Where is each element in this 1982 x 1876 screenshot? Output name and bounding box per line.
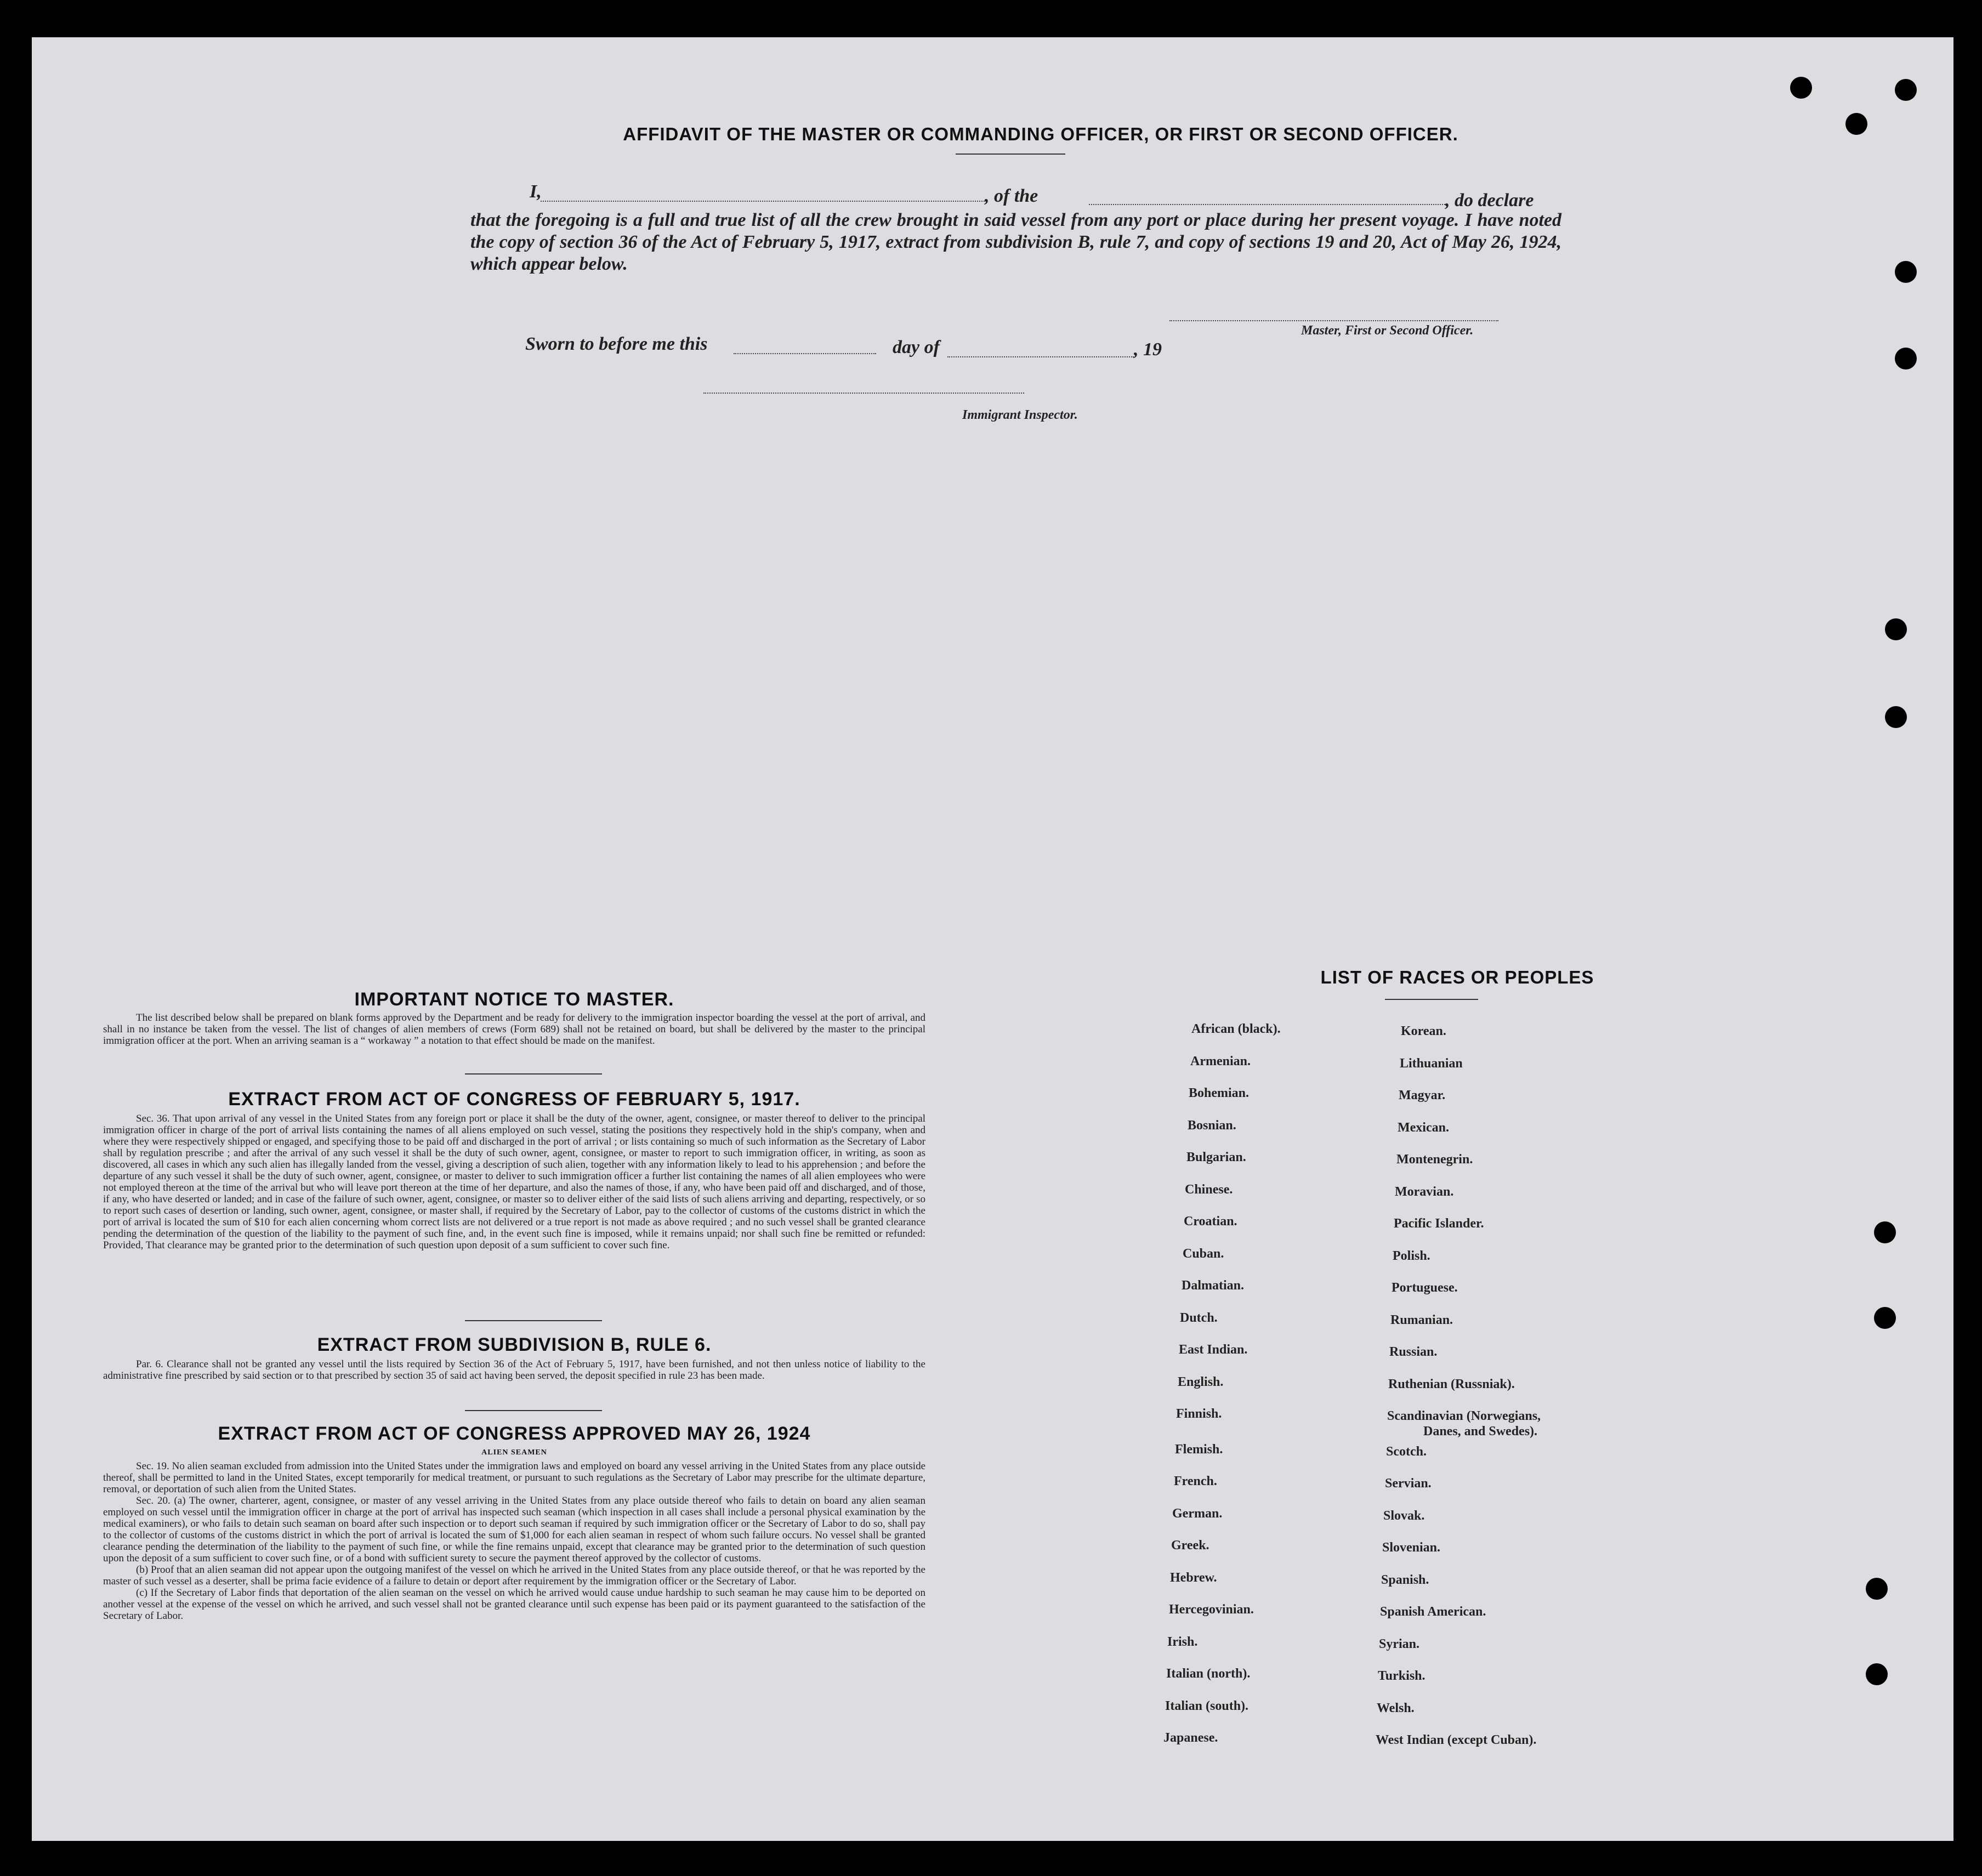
- race-item: Ruthenian (Russniak).: [1388, 1377, 1515, 1391]
- race-item: Dalmatian.: [1182, 1278, 1244, 1293]
- sec20c-text: (c) If the Secretary of Labor finds that deportation of the alien seaman on the vessel on which he arrived would cause undue hardship to such seaman he may cause him to be deported on another vessel at the expense of the vessel on which he arrived, and such vessel shall not be granted clearance until such expense has been paid or its payment guaranteed to the satisfaction of the Secretary of Labor.: [103, 1587, 925, 1622]
- races-title: LIST OF RACES OR PEOPLES: [1320, 967, 1594, 987]
- extract-rule6-body: Par. 6. Clearance shall not be granted any vessel until the lists required by Section 36 of the Act of February 5, 1917, have been furnished, and not then unless notice of liability to the administrative fine prescribed by said section or to that prescribed by section 35 of said act having been served, the deposit specified in rule 23 has been made.: [103, 1358, 925, 1382]
- race-item: Italian (north).: [1166, 1667, 1251, 1681]
- punch-hole: [1790, 77, 1812, 99]
- race-item-continuation: Danes, and Swedes).: [1423, 1424, 1538, 1439]
- race-item: Italian (south).: [1165, 1699, 1249, 1713]
- punch-hole: [1866, 1578, 1888, 1600]
- race-item: Bohemian.: [1189, 1086, 1250, 1100]
- race-item: Korean.: [1401, 1024, 1446, 1038]
- punch-hole: [1874, 1221, 1896, 1243]
- race-item: Japanese.: [1163, 1731, 1218, 1745]
- race-item: Spanish.: [1381, 1573, 1429, 1587]
- race-item: Flemish.: [1175, 1442, 1223, 1457]
- sworn-month-field[interactable]: [947, 356, 1134, 357]
- race-item: Syrian.: [1379, 1637, 1420, 1651]
- race-item: Mexican.: [1398, 1121, 1449, 1135]
- sec20b-text: (b) Proof that an alien seaman did not appear upon the outgoing manifest of the vessel on which he arrived in the United States from any place outside thereof, or that he was reported by the master of such vessel as a deserter, shall be prima facie evidence of a failure to detain or deport after requirement by the immigration officer or the Secretary of Labor.: [103, 1564, 925, 1587]
- sworn-label: Sworn to before me this: [525, 334, 708, 354]
- sec20a-text: Sec. 20. (a) The owner, charterer, agent, consignee, or master of any vessel arriving in the United States from any place outside thereof who fails to detain on board any alien seaman employed on such vessel until the immigration officer in charge at the port of arrival has inspected such seaman (which inspection in all cases shall include a personal physical examination by the medical examiners), or who fails to detain such seaman on board after such inspection or to deport such seaman if required by such immigration officer or the Secretary of Labor to do so, shall pay to the collector of customs of the customs district in which the port of arrival is located the sum of $1,000 for each alien seaman in respect of whom such failure occurs. No vessel shall be granted clearance pending the determination of the liability to the payment of such fine, or while the fine remains unpaid, except that clearance may be granted prior to the determination of such question upon the deposit of a sum sufficient to cover such fine, or of a bond with sufficient surety to secure the payment thereof approved by the collector of customs.: [103, 1495, 925, 1564]
- form-page: [32, 37, 1953, 1841]
- notice-body: The list described below shall be prepared on blank forms approved by the Department and be ready for delivery to the immigration inspector boarding the vessel at the port of arrival, and shall in no instance be taken from the vessel. The list of changes of alien members of crews (Form 689) shall not be retained on board, but shall be delivered by the master to the principal immigration officer at the port. When an arriving seaman is a “ workaway ” a notation to that effect should be made on the manifest.: [103, 1012, 925, 1047]
- race-item: Slovak.: [1383, 1509, 1425, 1523]
- extract-rule6-title: EXTRACT FROM SUBDIVISION B, RULE 6.: [317, 1334, 712, 1355]
- race-item: East Indian.: [1179, 1343, 1248, 1357]
- race-item: Pacific Islander.: [1394, 1216, 1484, 1231]
- punch-hole: [1885, 706, 1907, 728]
- race-item: Hercegovinian.: [1169, 1602, 1254, 1617]
- year-label: , 19: [1134, 339, 1162, 360]
- race-item: German.: [1172, 1507, 1223, 1521]
- races-title-rule: [1385, 999, 1478, 1000]
- vessel-name-field[interactable]: [1089, 204, 1445, 205]
- affidavit-title-rule: [956, 154, 1065, 155]
- race-item: Magyar.: [1399, 1088, 1446, 1102]
- race-item: Portuguese.: [1392, 1281, 1458, 1295]
- race-item: Dutch.: [1180, 1311, 1218, 1325]
- race-item: Bosnian.: [1188, 1118, 1236, 1133]
- i-label: I,: [530, 181, 542, 202]
- affidavit-statement: that the foregoing is a full and true list of all the crew brought in said vessel from any port or place during her present voyage. I have noted the copy of section 36 of the Act of February 5, 1917, extract from subdivision B, rule 7, and copy of sections 19 and 20, Act of May 26, 1924, which appear below.: [470, 210, 1561, 274]
- race-item: Rumanian.: [1390, 1313, 1453, 1327]
- punch-hole: [1895, 79, 1917, 101]
- race-item: French.: [1174, 1474, 1217, 1488]
- affidavit-title: AFFIDAVIT OF THE MASTER OR COMMANDING OFFICER, OR FIRST OR SECOND OFFICER.: [623, 124, 1458, 144]
- race-item: Russian.: [1389, 1345, 1438, 1359]
- punch-hole: [1845, 113, 1867, 135]
- race-item: Slovenian.: [1382, 1540, 1441, 1555]
- race-item: Bulgarian.: [1186, 1150, 1246, 1164]
- race-item: Turkish.: [1378, 1669, 1426, 1683]
- notice-rule: [465, 1073, 602, 1075]
- race-item: Cuban.: [1183, 1247, 1224, 1261]
- punch-hole: [1895, 348, 1917, 369]
- punch-hole: [1874, 1307, 1896, 1329]
- race-item: Greek.: [1171, 1538, 1209, 1553]
- race-item: Montenegrin.: [1396, 1152, 1473, 1167]
- race-item: Armenian.: [1190, 1054, 1251, 1068]
- race-item: Hebrew.: [1170, 1571, 1217, 1585]
- inspector-caption: Immigrant Inspector.: [962, 408, 1078, 422]
- race-item: West Indian (except Cuban).: [1376, 1733, 1537, 1747]
- race-item: Scotch.: [1386, 1445, 1427, 1459]
- race-item: Croatian.: [1184, 1214, 1237, 1229]
- race-item: English.: [1178, 1375, 1224, 1389]
- race-item: Polish.: [1393, 1249, 1430, 1263]
- race-item: Scandinavian (Norwegians,: [1387, 1409, 1541, 1423]
- punch-hole: [1885, 618, 1907, 640]
- sworn-day-field[interactable]: [734, 353, 876, 354]
- sec19-text: Sec. 19. No alien seaman excluded from admission into the United States under the immigration laws and employed on board any vessel arriving in the United States from any place outside thereof, shall be permitted to land in the United States, except temporarily for medical treatment, or pursuant to such regulations as the Secretary of Labor may prescribe for the ultimate departure, removal, or deportation of such alien from the United States.: [103, 1460, 925, 1495]
- extract-1924-body: [103, 1460, 925, 1622]
- inspector-signature-field[interactable]: [703, 393, 1024, 394]
- of-the-label: , of the: [985, 186, 1038, 206]
- day-of-label: day of: [893, 337, 940, 357]
- race-item: African (black).: [1191, 1022, 1281, 1036]
- extract-1924-title: EXTRACT FROM ACT OF CONGRESS APPROVED MAY 26, 1924: [218, 1423, 811, 1444]
- punch-hole: [1866, 1663, 1888, 1685]
- extract-1917-rule: [465, 1320, 602, 1321]
- master-signature-caption: Master, First or Second Officer.: [1301, 323, 1474, 338]
- extract-1924-subtitle: ALIEN SEAMEN: [481, 1448, 547, 1457]
- master-name-field[interactable]: [541, 201, 985, 202]
- race-item: Finnish.: [1176, 1407, 1222, 1421]
- race-item: Lithuanian: [1400, 1056, 1463, 1071]
- punch-hole: [1895, 261, 1917, 283]
- extract-1917-title: EXTRACT FROM ACT OF CONGRESS OF FEBRUARY 5, 1917.: [228, 1089, 800, 1110]
- master-signature-field[interactable]: [1169, 320, 1498, 321]
- race-item: Moravian.: [1395, 1185, 1454, 1199]
- race-item: Spanish American.: [1380, 1605, 1486, 1619]
- notice-title: IMPORTANT NOTICE TO MASTER.: [354, 989, 674, 1010]
- race-item: Chinese.: [1185, 1183, 1233, 1197]
- declare-label: , do declare: [1445, 190, 1534, 211]
- race-item: Servian.: [1385, 1476, 1432, 1491]
- extract-rule6-rule: [465, 1410, 602, 1411]
- race-item: Welsh.: [1377, 1701, 1415, 1715]
- extract-1917-body: Sec. 36. That upon arrival of any vessel in the United States from any foreign port or place it shall be the duty of the owner, agent, consignee, or master thereof to deliver to the principal immigration officer in charge of the port of arrival lists containing the names of all aliens employed on such vessel, stating the positions they respectively hold in the ship's company, when and where they were respectively shipped or engaged, and specifying those to be paid off and discharged in the port of arrival ; or lists containing so much of such information as the Secretary of Labor shall by regulation prescribe ; and after the arrival of any such vessel it shall be the duty of such owner, agent, consignee, or master to report to such immigration officer, in writing, as soon as discovered, all cases in which any such alien has illegally landed from the vessel, giving a description of such alien, together with any information likely to lead to his apprehension ; and before the departure of any such vessel it shall be the duty of such owner, agent, consignee, or master to deliver to such immigration officer a further list containing the names of all alien employees who were not employed thereon at the time of the arrival but who will leave port thereon at the time of her departure, and also the names of those, if any, who have been paid off and discharged, and of those, if any, who have deserted or landed; and in case of the failure of such owner, agent, consignee, or master so to deliver either of the said lists of such aliens arriving and departing, respectively, or so to report such cases of desertion or landing, such owner, agent, consignee, or master shall, if required by the Secretary of Labor, pay to the collector of customs of the customs district in which the port of arrival is located the sum of $10 for each alien concerning whom correct lists are not delivered or a true report is not made as above required ; and no such vessel shall be granted clearance pending the determination of the question of the liability to the payment of such fine, and, in the event such fine is imposed, while it remains unpaid; nor shall such fine be remitted or refunded: Provided, That clearance may be granted prior to the determination of such question upon deposit of a sum sufficient to cover such fine.: [103, 1113, 925, 1251]
- race-item: Irish.: [1167, 1635, 1198, 1649]
